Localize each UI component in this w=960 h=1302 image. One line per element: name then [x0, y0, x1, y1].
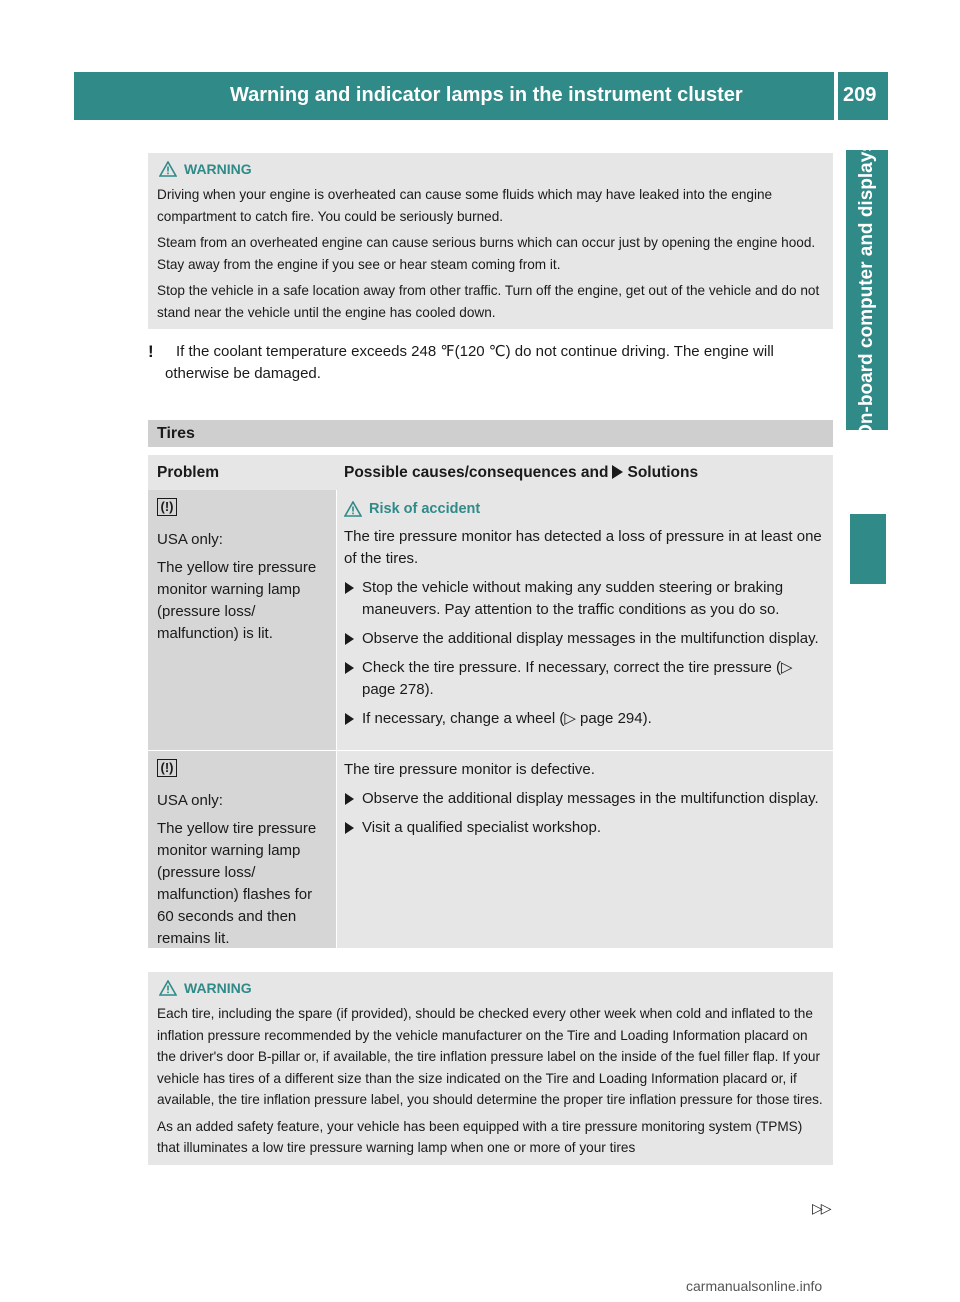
- warning-triangle-icon: [344, 501, 362, 517]
- risk-heading: [344, 498, 827, 520]
- warning-title: WARNING: [184, 980, 252, 996]
- step-arrow-icon: [345, 713, 354, 725]
- cause-text: The tire pressure monitor is defective.: [344, 761, 595, 778]
- solution-step: Check the tire pressure. If necessary, correct the tire pressure (▷ page 278).: [344, 657, 827, 701]
- warning-heading: [159, 978, 827, 998]
- problem-note: USA only:: [157, 531, 223, 548]
- table-row: [148, 490, 833, 750]
- warning-box-overheat: [148, 153, 833, 329]
- step-arrow-icon: [345, 793, 354, 805]
- solution-step: Observe the additional display messages in the multifunction display.: [344, 788, 827, 810]
- tire-pressure-lamp-icon: (!): [157, 759, 177, 777]
- warning-triangle-icon: [159, 161, 177, 177]
- warning-title: WARNING: [184, 161, 252, 177]
- continued-marker: ▷▷: [812, 1200, 830, 1216]
- table-row: [148, 751, 833, 948]
- notice-text: If the coolant temperature exceeds 248 ℉(120 ℃) do not continue driving. The engine will otherwise be damaged.: [165, 343, 774, 382]
- page-title: Warning and indicator lamps in the instrument cluster: [230, 84, 743, 106]
- causes-label: Possible causes/consequences and: [344, 464, 609, 481]
- step-arrow-icon: [345, 822, 354, 834]
- warning-paragraph: Steam from an overheated engine can cause serious burns which can occur just by opening the engine hood. Stay away from the engine if you see or hear steam coming from it.: [157, 235, 816, 272]
- warning-paragraph: Each tire, including the spare (if provided), should be checked every other week when cold and inflated to the inflation pressure recommended by the vehicle manufacturer on the Tire and Loading Information placard on the driver's door B-pillar or, if available, the tire inflation pressure label on the inside of the fuel filler flap. If your vehicle has tires of a different size than the size indicated on the Tire and Loading Information placard or, if available, the tire inflation pressure label, you should determine the proper tire inflation pressure for those tires.: [157, 1006, 823, 1107]
- solutions-label: Solutions: [627, 464, 699, 481]
- problem-cell: [148, 751, 336, 948]
- side-marker: [850, 514, 886, 584]
- warning-heading: [159, 159, 827, 179]
- page-number: 209: [843, 84, 877, 106]
- solution-cell: [337, 490, 833, 750]
- step-arrow-icon: [345, 582, 354, 594]
- risk-title: Risk of accident: [369, 501, 481, 517]
- warning-paragraph: Stop the vehicle in a safe location away from other traffic. Turn off the engine, get out of the vehicle and do not stand near the vehicle until the engine has cooled down.: [157, 283, 820, 320]
- solution-cell: [337, 751, 833, 948]
- step-arrow-icon: [345, 633, 354, 645]
- warning-paragraph: Driving when your engine is overheated can cause some fluids which may have leaked into the engine compartment to catch fire. You could be seriously burned.: [157, 187, 773, 224]
- solution-step: If necessary, change a wheel (▷ page 294).: [344, 708, 827, 730]
- warning-triangle-icon: [159, 980, 177, 996]
- problem-text: The yellow tire pressure monitor warning lamp (pressure loss/ malfunction) flashes for 60 seconds and then remains lit.: [157, 820, 317, 947]
- problem-text: The yellow tire pressure monitor warning lamp (pressure loss/ malfunction) is lit.: [157, 559, 317, 642]
- warning-box-tires: [148, 972, 833, 1165]
- column-header-problem: Problem: [157, 464, 220, 481]
- chapter-label: On-board computer and displays: [856, 141, 877, 439]
- table-header: [148, 455, 833, 490]
- step-arrow-icon: [345, 662, 354, 674]
- warning-paragraph: As an added safety feature, your vehicle has been equipped with a tire pressure monitoring system (TPMS) that illuminates a low tire pressure warning lamp when one or more of your tires: [157, 1118, 803, 1155]
- solution-step: Stop the vehicle without making any sudden steering or braking maneuvers. Pay attention to the traffic conditions as you do so.: [344, 577, 827, 621]
- footer-watermark: carmanualsonline.info: [686, 1278, 823, 1294]
- cause-text: The tire pressure monitor has detected a loss of pressure in at least one of the tires.: [344, 528, 822, 567]
- problem-note: USA only:: [157, 792, 223, 809]
- notice-exclamation-icon: !: [148, 342, 154, 361]
- arrow-right-icon: [612, 465, 623, 479]
- section-title-tires: Tires: [148, 420, 833, 447]
- notice-coolant: [148, 341, 838, 385]
- solution-step: Visit a qualified specialist workshop.: [344, 817, 827, 839]
- problem-cell: [148, 490, 336, 750]
- tire-pressure-lamp-icon: (!): [157, 498, 177, 516]
- column-header-causes: [344, 464, 698, 482]
- solution-step: Observe the additional display messages in the multifunction display.: [344, 628, 827, 650]
